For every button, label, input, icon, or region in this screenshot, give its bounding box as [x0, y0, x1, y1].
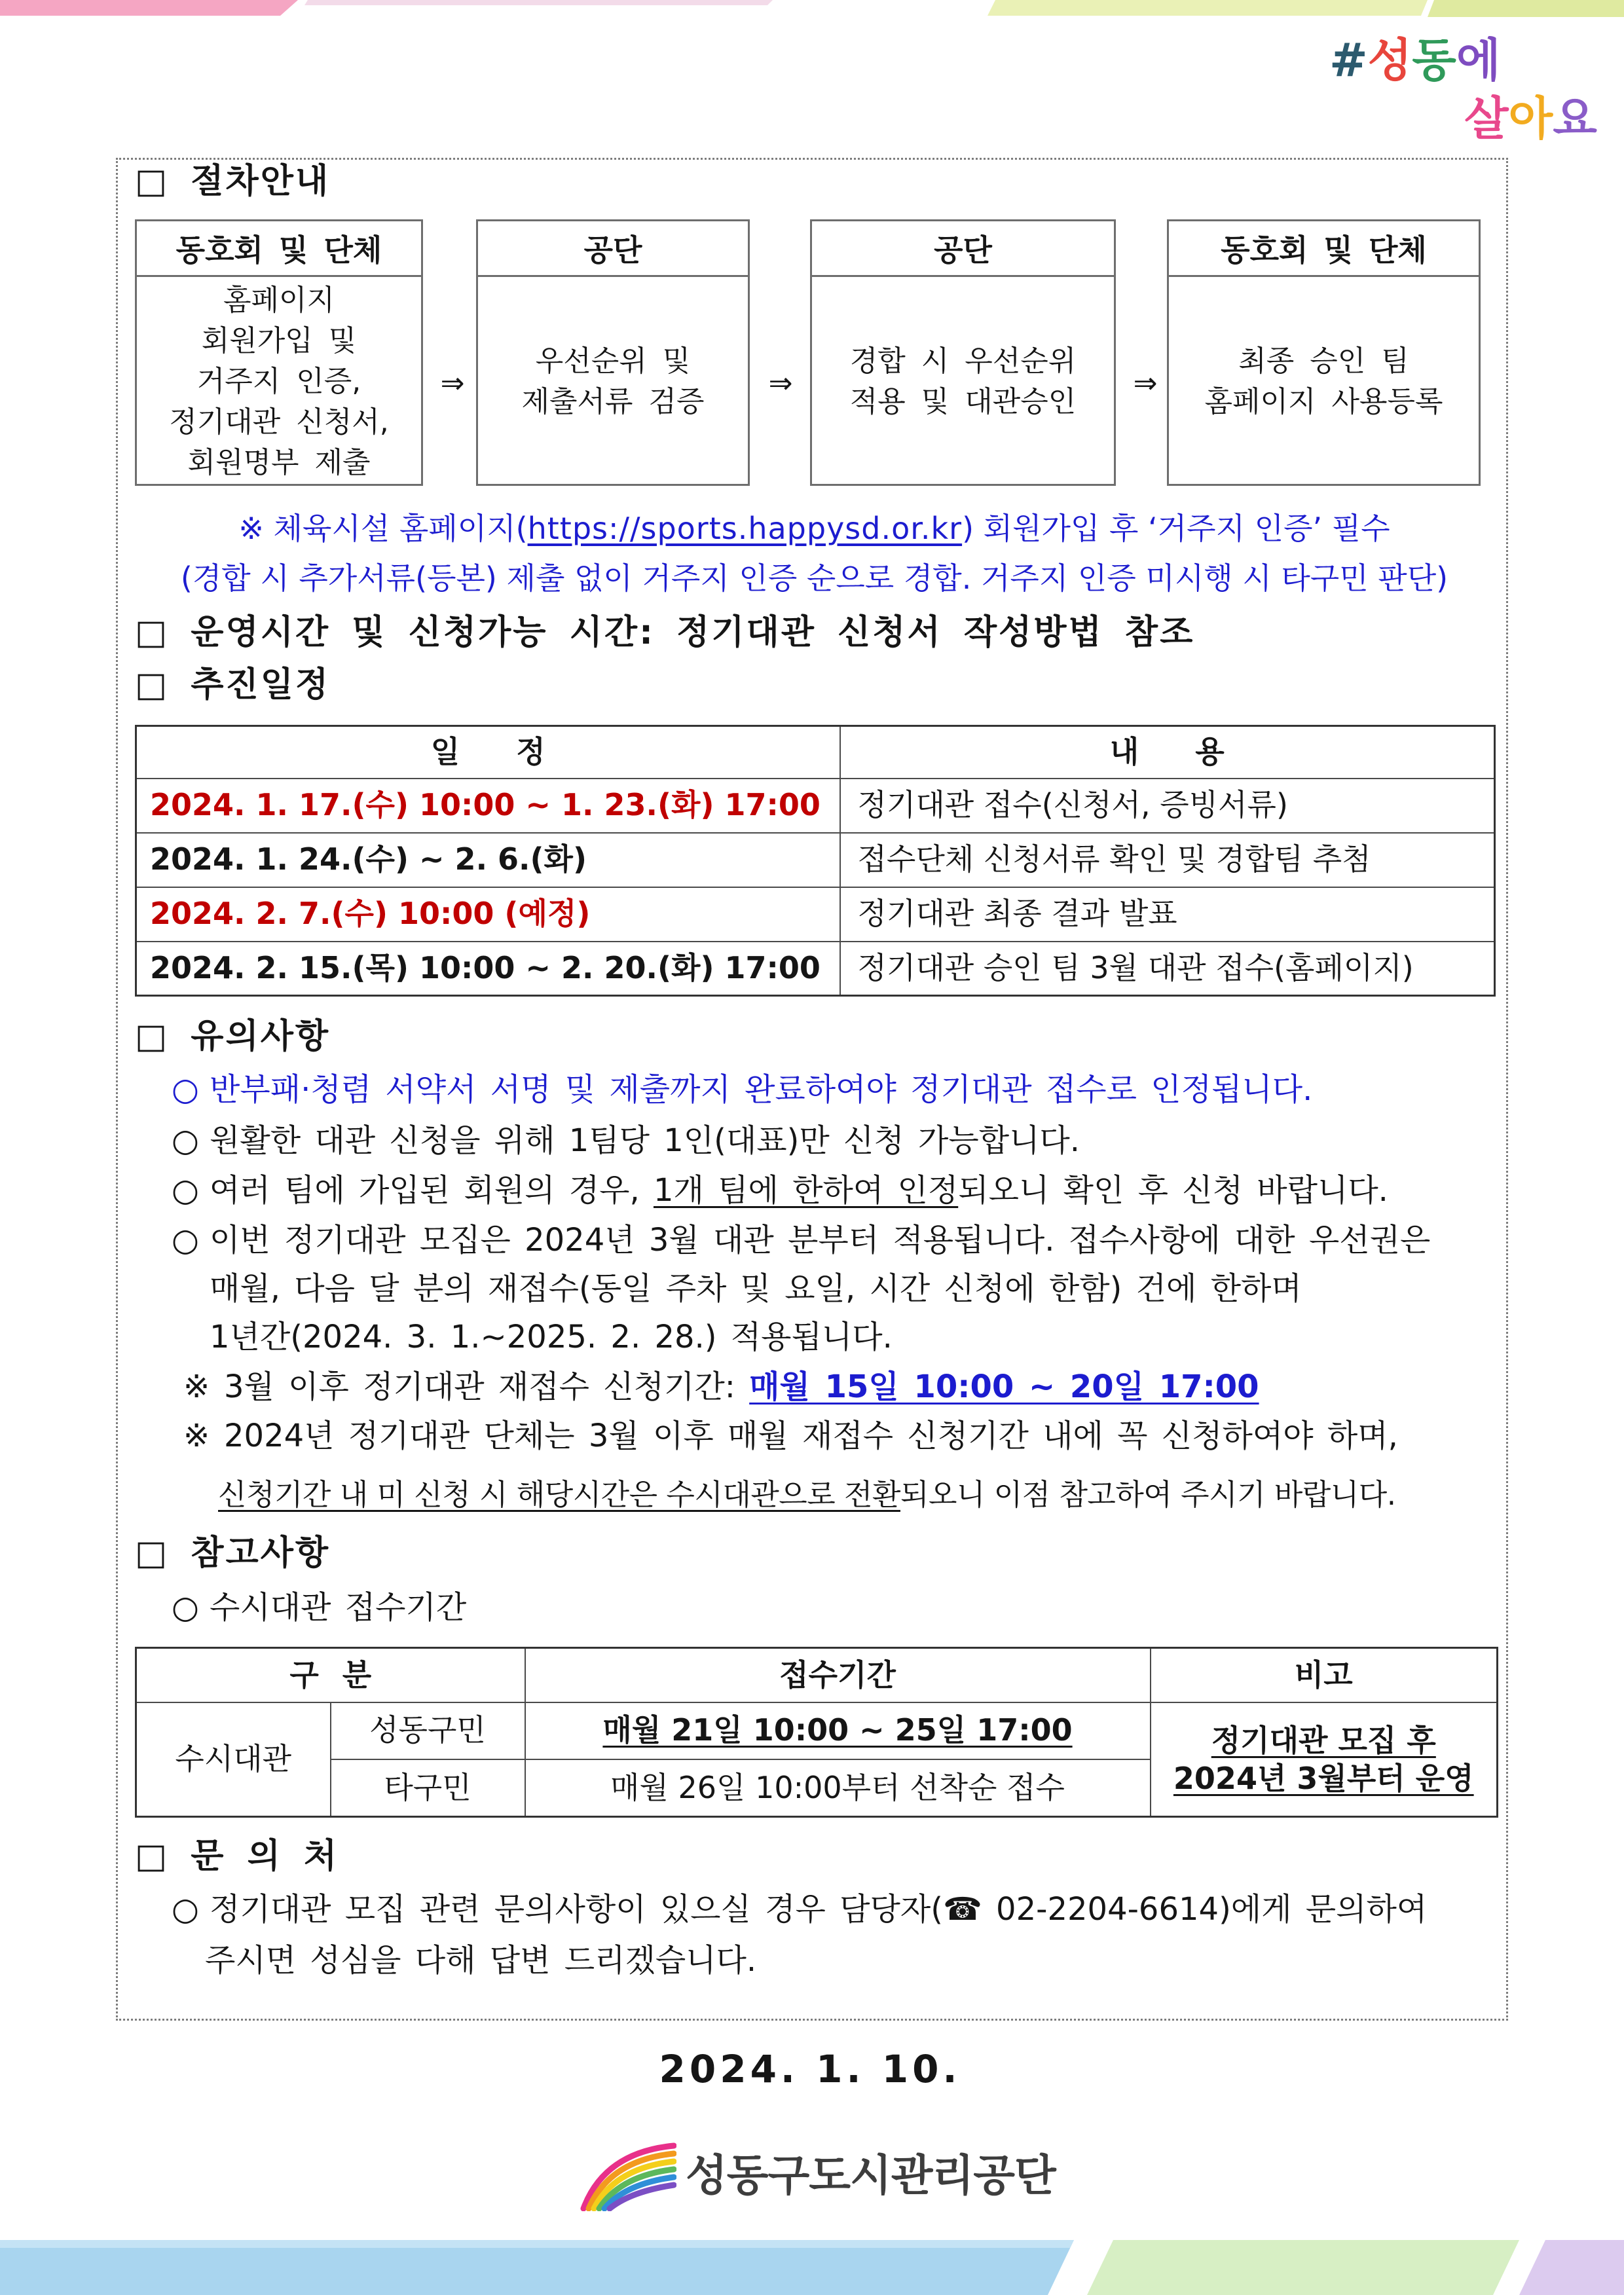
notice-item — [172, 1221, 1500, 1260]
column-header-category: 구 분 — [136, 1648, 525, 1702]
table-header-row — [136, 1648, 1498, 1702]
slogan-logo-line1 — [1329, 34, 1604, 86]
column-header-period: 접수기간 — [525, 1648, 1151, 1702]
slogan-char: 요 — [1553, 92, 1597, 145]
schedule-content: 정기대관 최종 결과 발표 — [840, 887, 1495, 942]
schedule-date: 2024. 2. 15.(목) 10:00 ~ 2. 20.(화) 17:00 — [136, 942, 840, 996]
note-prefix: ※ 체육시설 홈페이지( — [238, 511, 528, 546]
notice-text: 여러 팀에 가입된 회원의 경우, — [210, 1172, 654, 1209]
step-line: 회원가입 및 — [201, 323, 357, 358]
group-cell: 타구민 — [331, 1759, 525, 1817]
remark-text: 2024년 3월부터 운영 — [1173, 1760, 1474, 1796]
bullet-icon: ○ — [172, 1172, 199, 1209]
step-title: 공단 — [478, 221, 748, 277]
schedule-table — [135, 725, 1496, 997]
notice-text: 원활한 대관 신청을 위해 1팀당 1인(대표)만 신청 가능합니다. — [210, 1122, 1080, 1159]
schedule-date: 2024. 1. 24.(수) ~ 2. 6.(화) — [136, 833, 840, 887]
step-line: 회원명부 제출 — [187, 445, 371, 479]
bullet-icon: ○ — [172, 1071, 199, 1108]
procedure-step-1 — [135, 219, 423, 486]
procedure-step-2 — [476, 219, 750, 486]
procedure-step-4 — [1167, 219, 1481, 486]
slogan-char: 에 — [1456, 34, 1501, 86]
residence-note: (경합 시 추가서류(등본) 제출 없이 거주지 인증 순으로 경합. 거주지 인증 미시행 시 타구민 판단) — [180, 560, 1449, 596]
notice-continuation — [218, 1475, 1500, 1515]
notice-item — [172, 1121, 1500, 1160]
arrow-icon: ⇒ — [1133, 367, 1158, 400]
step-line: 제출서류 검증 — [521, 384, 705, 418]
period-cell — [525, 1702, 1151, 1759]
homepage-note — [135, 509, 1494, 548]
step-title: 동호회 및 단체 — [137, 221, 421, 277]
slogan-char: # — [1329, 34, 1368, 86]
table-row — [136, 942, 1495, 996]
procedure-heading: □ 절차안내 — [135, 162, 331, 201]
remark-cell — [1151, 1702, 1498, 1817]
step-title: 동호회 및 단체 — [1169, 221, 1479, 277]
step-line: 홈페이지 사용등록 — [1204, 384, 1443, 418]
notices-heading: □ 유의사항 — [135, 1017, 331, 1056]
notice-text: 3월 이후 정기대관 재접수 신청기간: — [224, 1368, 750, 1405]
slogan-char: 살 — [1464, 92, 1509, 145]
column-header-remark: 비고 — [1151, 1648, 1498, 1702]
notice-continuation: 매월, 다음 달 분의 재접수(동일 주차 및 요일, 시간 신청에 한함) 건에 한하며 — [210, 1270, 1302, 1307]
schedule-date: 2024. 1. 17.(수) 10:00 ~ 1. 23.(화) 17:00 — [136, 779, 840, 833]
slogan-char: 동 — [1412, 34, 1456, 86]
reference-heading: □ 참고사항 — [135, 1533, 331, 1573]
slogan-char: 성 — [1367, 34, 1412, 86]
step-body — [137, 277, 421, 486]
bullet-icon: ○ — [172, 1222, 199, 1258]
step-line: 정기대관 신청서, — [169, 405, 389, 439]
arrow-icon: ⇒ — [768, 367, 793, 400]
table-row — [136, 833, 1495, 887]
step-title: 공단 — [812, 221, 1114, 277]
rainbow-logo-icon — [578, 2138, 676, 2211]
bullet-icon: ○ — [172, 1891, 199, 1928]
column-header-content: 내 용 — [840, 726, 1495, 779]
bullet-icon: ○ — [172, 1589, 199, 1626]
contact-item — [172, 1890, 1500, 1929]
table-header-row — [136, 726, 1495, 779]
notice-text: 되오니 확인 후 신청 바랍니다. — [958, 1172, 1388, 1209]
remark-line — [1151, 1721, 1497, 1759]
step-body — [1169, 277, 1479, 486]
notice-item — [172, 1171, 1500, 1210]
period-text: 매월 21일 10:00 ~ 25일 17:00 — [602, 1712, 1073, 1748]
step-line: 최종 승인 팀 — [1238, 344, 1409, 378]
contact-heading: □ 문 의 처 — [135, 1837, 339, 1876]
group-cell: 성동구민 — [331, 1702, 525, 1759]
arrow-icon: ⇒ — [440, 367, 465, 400]
table-row — [136, 779, 1495, 833]
table-row — [136, 1702, 1498, 1759]
category-cell: 수시대관 — [136, 1702, 331, 1817]
note-suffix: ) 회원가입 후 ‘거주지 인증’ 필수 — [962, 511, 1390, 546]
top-decor-band — [0, 0, 1624, 20]
contact-continuation: 주시면 성심을 다해 답변 드리겠습니다. — [205, 1942, 757, 1979]
period-cell: 매월 26일 10:00부터 선착순 접수 — [525, 1759, 1151, 1817]
step-line: 홈페이지 — [223, 283, 335, 317]
column-header-date: 일 정 — [136, 726, 840, 779]
schedule-heading: □ 추진일정 — [135, 665, 331, 705]
remark-text: 정기대관 모집 후 — [1211, 1722, 1436, 1758]
notice-text: 이번 정기대관 모집은 2024년 3월 대관 분부터 적용됩니다. 접수사항에 대한 우선권은 — [210, 1222, 1431, 1258]
step-body — [812, 277, 1114, 486]
operating-hours-heading: □ 운영시간 및 신청가능 시간: 정기대관 신청서 작성방법 참조 — [135, 613, 1195, 652]
notice-underlined-text: 1개 팀에 한하여 인정 — [653, 1172, 959, 1209]
contact-text: 정기대관 모집 관련 문의사항이 있으실 경우 담당자(☎ 02-2204-6614)에게 문의하여 — [210, 1891, 1428, 1928]
slogan-char: 아 — [1508, 92, 1553, 145]
schedule-date: 2024. 2. 7.(수) 10:00 (예정) — [136, 887, 840, 942]
table-row — [136, 887, 1495, 942]
notice-item — [172, 1070, 1500, 1109]
notice-underlined-text: 신청기간 내 미 신청 시 해당시간은 수시대관으로 전환 — [218, 1477, 900, 1512]
notice-text: 되오니 이점 참고하여 주시기 바랍니다. — [900, 1477, 1396, 1512]
schedule-content: 정기대관 승인 팀 3월 대관 접수(홈페이지) — [840, 942, 1495, 996]
reference-item — [172, 1588, 1500, 1627]
organization-name: 성동구도시관리공단 — [686, 2150, 1056, 2201]
notice-text: 2024년 정기대관 단체는 3월 이후 매월 재접수 신청기간 내에 꼭 신청하여야 하며, — [224, 1418, 1398, 1454]
reference-mark-item — [183, 1367, 1500, 1406]
step-body — [478, 277, 748, 486]
reference-mark-icon: ※ — [183, 1418, 210, 1454]
notice-continuation: 1년간(2024. 3. 1.~2025. 2. 28.) 적용됩니다. — [210, 1319, 893, 1355]
step-line: 적용 및 대관승인 — [849, 384, 1077, 418]
document-date: 2024. 1. 10. — [659, 2047, 961, 2091]
reference-item-text: 수시대관 접수기간 — [210, 1589, 467, 1626]
remark-line — [1151, 1759, 1497, 1797]
reference-mark-item — [183, 1416, 1500, 1456]
reference-mark-icon: ※ — [183, 1368, 210, 1405]
schedule-content: 정기대관 접수(신청서, 증빙서류) — [840, 779, 1495, 833]
homepage-url-link[interactable]: https://sports.happysd.or.kr — [527, 511, 963, 546]
schedule-content: 접수단체 신청서류 확인 및 경합팀 추첨 — [840, 833, 1495, 887]
reapplication-period: 매월 15일 10:00 ~ 20일 17:00 — [749, 1368, 1259, 1405]
bottom-decor-band — [0, 2240, 1624, 2295]
step-line: 경합 시 우선순위 — [849, 344, 1077, 378]
procedure-step-3 — [810, 219, 1116, 486]
reception-period-table — [135, 1647, 1498, 1818]
bullet-icon: ○ — [172, 1122, 199, 1159]
step-line: 우선순위 및 — [535, 344, 691, 378]
slogan-logo-line2 — [1464, 92, 1616, 145]
step-line: 거주지 인증, — [196, 364, 361, 398]
notice-text: 반부패·청렴 서약서 서명 및 제출까지 완료하여야 정기대관 접수로 인정됩니다. — [210, 1071, 1313, 1108]
